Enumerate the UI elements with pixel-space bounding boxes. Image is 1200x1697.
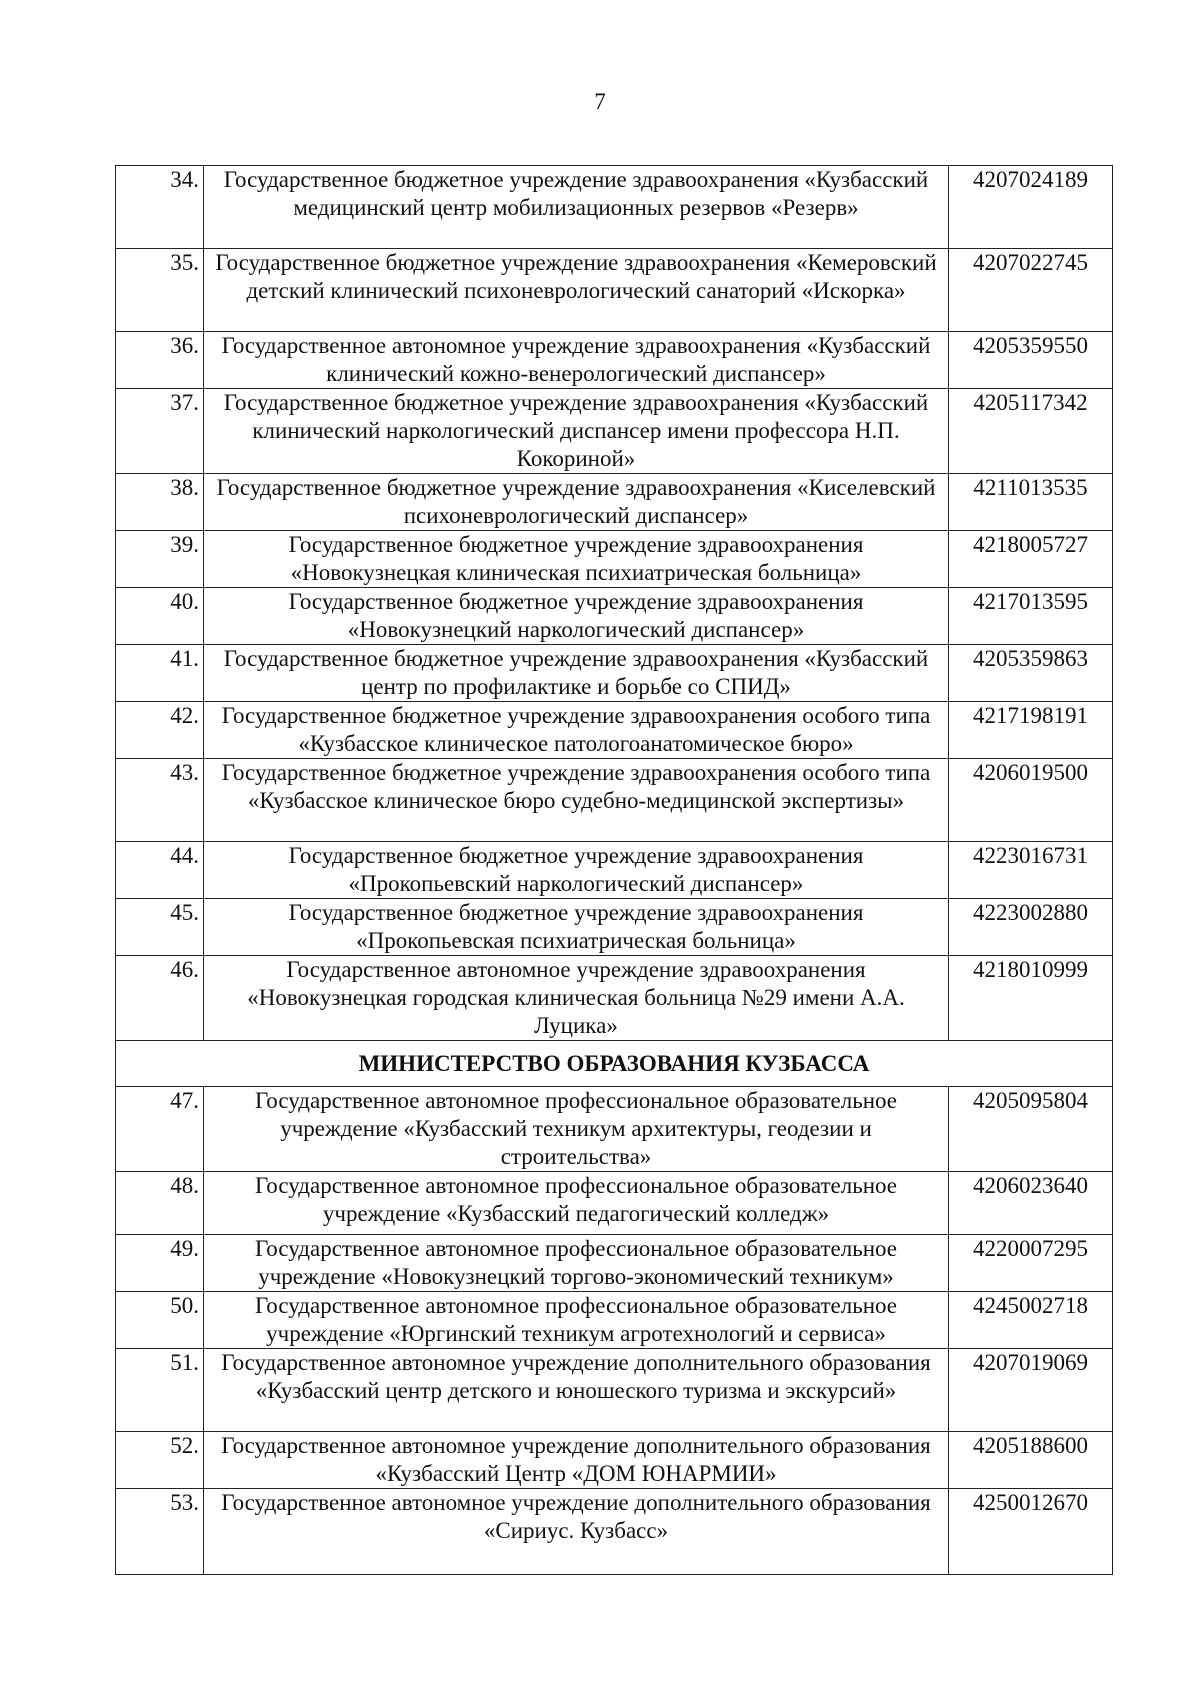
row-number: 35. — [116, 249, 204, 332]
organization-name: Государственное бюджетное учреждение здравоохранения «Киселевский психоневрологический диспансер» — [204, 474, 949, 531]
organization-name: Государственное автономное профессиональное образовательное учреждение «Юргинский техникум агротехнологий и сервиса» — [204, 1292, 949, 1349]
inn-code: 4223016731 — [949, 842, 1113, 899]
row-number: 36. — [116, 332, 204, 389]
row-number: 47. — [116, 1087, 204, 1172]
inn-code: 4250012670 — [949, 1489, 1113, 1575]
row-number: 51. — [116, 1349, 204, 1432]
table-row — [116, 1349, 1113, 1432]
table-row — [116, 645, 1113, 702]
table-row — [116, 1489, 1113, 1575]
inn-code: 4218005727 — [949, 531, 1113, 588]
row-number: 48. — [116, 1172, 204, 1235]
inn-code: 4205359863 — [949, 645, 1113, 702]
table-row — [116, 1235, 1113, 1292]
organization-name: Государственное бюджетное учреждение здравоохранения «Прокопьевский наркологический диспансер» — [204, 842, 949, 899]
organization-name: Государственное автономное учреждение дополнительного образования «Кузбасский центр детского и юношеского туризма и экскурсий» — [204, 1349, 949, 1432]
organization-name: Государственное автономное профессиональное образовательное учреждение «Кузбасский педагогический колледж» — [204, 1172, 949, 1235]
inn-code: 4207022745 — [949, 249, 1113, 332]
inn-code: 4218010999 — [949, 956, 1113, 1041]
organization-name: Государственное бюджетное учреждение здравоохранения «Кемеровский детский клинический психоневрологический санаторий «Искорка» — [204, 249, 949, 332]
inn-code: 4205095804 — [949, 1087, 1113, 1172]
inn-code: 4217198191 — [949, 702, 1113, 759]
inn-code: 4206019500 — [949, 759, 1113, 842]
row-number: 43. — [116, 759, 204, 842]
table-row — [116, 332, 1113, 389]
table-row — [116, 1432, 1113, 1489]
organization-name: Государственное автономное учреждение дополнительного образования «Кузбасский Центр «ДОМ ЮНАРМИИ» — [204, 1432, 949, 1489]
table-row — [116, 531, 1113, 588]
organizations-table — [115, 165, 1113, 1575]
inn-code: 4217013595 — [949, 588, 1113, 645]
table-row — [116, 899, 1113, 956]
organization-name: Государственное автономное учреждение здравоохранения «Новокузнецкая городская клиническая больница №29 имени А.А. Луцика» — [204, 956, 949, 1041]
inn-code: 4220007295 — [949, 1235, 1113, 1292]
inn-code: 4206023640 — [949, 1172, 1113, 1235]
row-number: 40. — [116, 588, 204, 645]
row-number: 53. — [116, 1489, 204, 1575]
organization-name: Государственное бюджетное учреждение здравоохранения особого типа «Кузбасское клиническое патологоанатомическое бюро» — [204, 702, 949, 759]
inn-code: 4207024189 — [949, 166, 1113, 249]
organization-name: Государственное автономное профессиональное образовательное учреждение «Кузбасский техникум архитектуры, геодезии и строительства» — [204, 1087, 949, 1172]
section-header-row — [116, 1041, 1113, 1087]
table-row — [116, 474, 1113, 531]
table-row — [116, 1087, 1113, 1172]
page-number: 7 — [594, 89, 606, 114]
table-row — [116, 956, 1113, 1041]
row-number: 38. — [116, 474, 204, 531]
organization-name: Государственное автономное профессиональное образовательное учреждение «Новокузнецкий торгово-экономический техникум» — [204, 1235, 949, 1292]
row-number: 49. — [116, 1235, 204, 1292]
row-number: 37. — [116, 389, 204, 474]
row-number: 39. — [116, 531, 204, 588]
row-number: 41. — [116, 645, 204, 702]
table-row — [116, 588, 1113, 645]
organization-name: Государственное бюджетное учреждение здравоохранения «Кузбасский клинический наркологический диспансер имени профессора Н.П. Кокориной» — [204, 389, 949, 474]
organization-name: Государственное автономное учреждение дополнительного образования «Сириус. Кузбасс» — [204, 1489, 949, 1575]
inn-code: 4207019069 — [949, 1349, 1113, 1432]
section-title: МИНИСТЕРСТВО ОБРАЗОВАНИЯ КУЗБАССА — [116, 1041, 1113, 1087]
inn-code: 4245002718 — [949, 1292, 1113, 1349]
table-row — [116, 389, 1113, 474]
table-row — [116, 1172, 1113, 1235]
organization-name: Государственное бюджетное учреждение здравоохранения «Кузбасский центр по профилактике и борьбе со СПИД» — [204, 645, 949, 702]
table-row — [116, 842, 1113, 899]
organization-name: Государственное автономное учреждение здравоохранения «Кузбасский клинический кожно-венерологический диспансер» — [204, 332, 949, 389]
inn-code: 4205359550 — [949, 332, 1113, 389]
inn-code: 4211013535 — [949, 474, 1113, 531]
organization-name: Государственное бюджетное учреждение здравоохранения «Прокопьевская психиатрическая больница» — [204, 899, 949, 956]
organization-name: Государственное бюджетное учреждение здравоохранения «Кузбасский медицинский центр мобилизационных резервов «Резерв» — [204, 166, 949, 249]
row-number: 50. — [116, 1292, 204, 1349]
row-number: 44. — [116, 842, 204, 899]
row-number: 34. — [116, 166, 204, 249]
table-row — [116, 702, 1113, 759]
table-row — [116, 1292, 1113, 1349]
inn-code: 4205188600 — [949, 1432, 1113, 1489]
organization-name: Государственное бюджетное учреждение здравоохранения «Новокузнецкая клиническая психиатрическая больница» — [204, 531, 949, 588]
table-row — [116, 249, 1113, 332]
row-number: 45. — [116, 899, 204, 956]
inn-code: 4223002880 — [949, 899, 1113, 956]
row-number: 42. — [116, 702, 204, 759]
table-row — [116, 759, 1113, 842]
row-number: 52. — [116, 1432, 204, 1489]
table-row — [116, 166, 1113, 249]
row-number: 46. — [116, 956, 204, 1041]
organization-name: Государственное бюджетное учреждение здравоохранения «Новокузнецкий наркологический диспансер» — [204, 588, 949, 645]
organization-name: Государственное бюджетное учреждение здравоохранения особого типа «Кузбасское клиническое бюро судебно-медицинской экспертизы» — [204, 759, 949, 842]
inn-code: 4205117342 — [949, 389, 1113, 474]
